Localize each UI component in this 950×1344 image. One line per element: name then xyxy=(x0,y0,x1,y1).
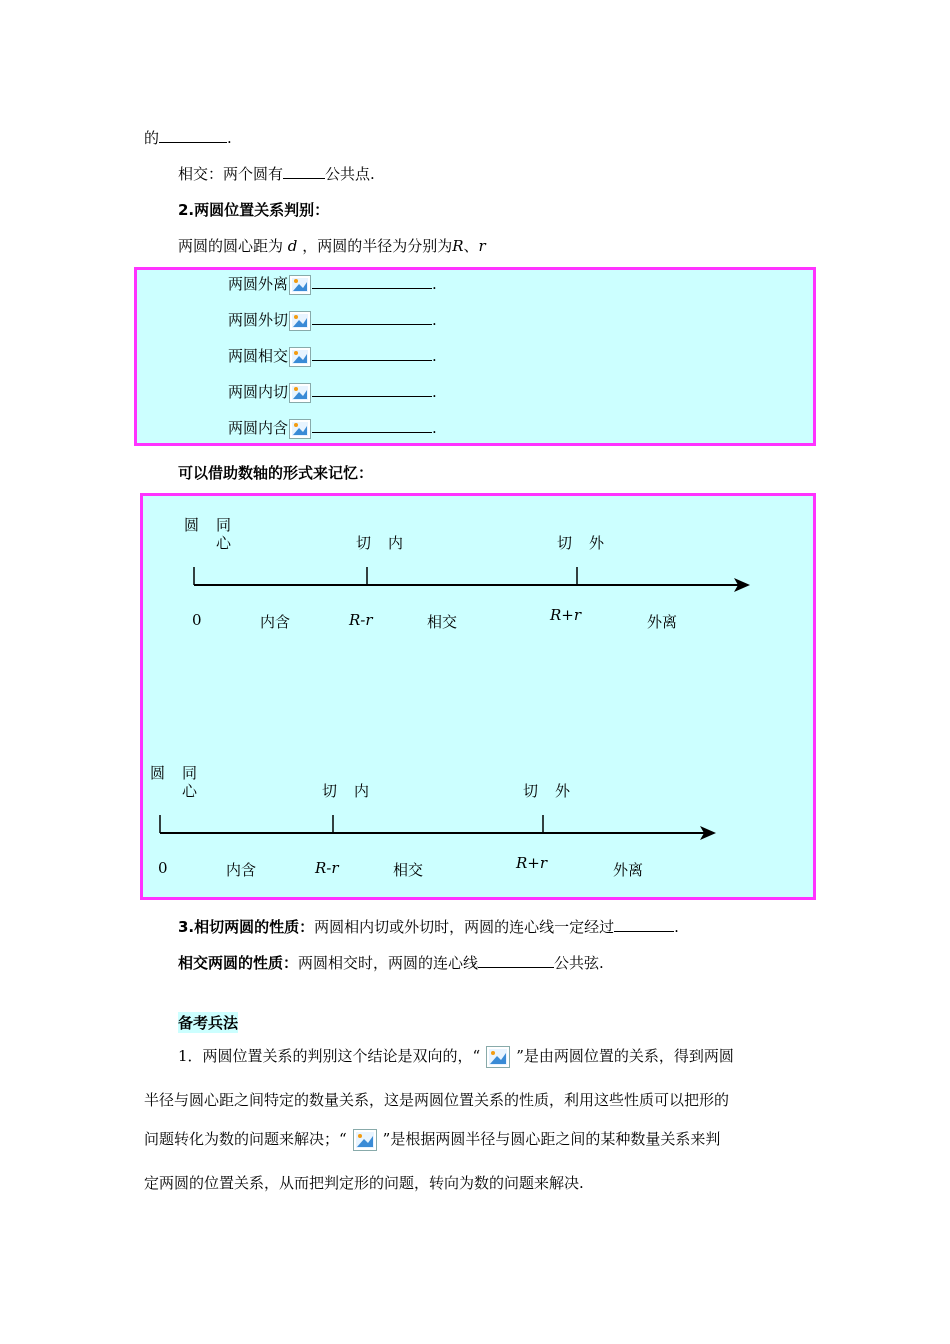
label-contain: 内含 xyxy=(226,861,257,879)
label-rplus: R+r xyxy=(550,606,582,624)
relation-row xyxy=(228,345,437,367)
var-R: R xyxy=(452,237,464,255)
heading-2: 2.两圆位置关系判别： xyxy=(178,201,330,219)
fill-blank[interactable] xyxy=(614,917,674,932)
relation-label: 两圆内含 xyxy=(228,419,289,437)
label-zero: 0 xyxy=(158,859,168,877)
fill-blank[interactable] xyxy=(312,382,432,397)
fill-blank[interactable] xyxy=(312,274,432,289)
text: . xyxy=(227,129,232,147)
number-axis-1 xyxy=(190,564,755,596)
text: ”是根据两圆半径与圆心距之间的某种数量关系来判 xyxy=(382,1130,721,1148)
relation-label: 两圆外离 xyxy=(228,275,289,293)
fill-blank[interactable] xyxy=(159,128,227,143)
label-concentric-c: 心 xyxy=(216,534,232,552)
image-placeholder-icon xyxy=(486,1046,510,1068)
text: 公共弦. xyxy=(554,954,604,972)
label-concentric-b: 同 xyxy=(216,516,232,534)
prop3-heading: 3.相切两圆的性质： xyxy=(178,918,315,936)
label-inner-b: 内 xyxy=(388,534,404,552)
text: . xyxy=(432,311,437,329)
text: ”是由两圆位置的关系，得到两圆 xyxy=(516,1047,734,1065)
section-title: 备考兵法 xyxy=(178,1014,239,1032)
label-contain: 内含 xyxy=(260,613,291,631)
label-outer-a: 切 xyxy=(523,782,539,800)
para-line-1 xyxy=(178,1045,734,1068)
image-placeholder-icon xyxy=(289,311,311,331)
prop-intersect-heading: 相交两圆的性质： xyxy=(178,954,299,972)
intersect-line xyxy=(178,163,375,184)
label-concentric-c: 心 xyxy=(182,782,198,800)
prop-intersect-line xyxy=(178,952,604,973)
text: . xyxy=(432,419,437,437)
numberline-caption: 可以借助数轴的形式来记忆： xyxy=(178,464,374,482)
label-concentric-a: 圆 xyxy=(184,516,200,534)
label-rminus: R-r xyxy=(349,611,373,629)
label-apart: 外离 xyxy=(613,861,644,879)
text: 两圆相内切或外切时，两圆的连心线一定经过 xyxy=(314,918,615,936)
relation-label: 两圆相交 xyxy=(228,347,289,365)
text: 1．两圆位置关系的判别这个结论是双向的，“ xyxy=(178,1047,481,1065)
fill-blank[interactable] xyxy=(312,310,432,325)
para-line-4: 定两圆的位置关系，从而把判定形的问题，转向为数的问题来解决. xyxy=(144,1174,584,1192)
label-concentric-b: 同 xyxy=(182,764,198,782)
relation-label: 两圆外切 xyxy=(228,311,289,329)
label-outer-a: 切 xyxy=(557,534,573,552)
image-placeholder-icon xyxy=(353,1129,377,1151)
text: 两圆的圆心距为 xyxy=(178,237,284,255)
text: 问题转化为数的问题来解决；“ xyxy=(144,1130,347,1148)
relation-row xyxy=(228,417,437,439)
text: . xyxy=(674,918,679,936)
label-intersect: 相交 xyxy=(427,613,458,631)
label-apart: 外离 xyxy=(647,613,678,631)
label-inner-a: 切 xyxy=(322,782,338,800)
relation-row xyxy=(228,381,437,403)
fill-blank[interactable] xyxy=(478,953,554,968)
text-line xyxy=(144,127,232,148)
text: 、 xyxy=(463,237,479,255)
text: 公共点. xyxy=(325,165,375,183)
para-line-3 xyxy=(144,1128,720,1151)
fill-blank[interactable] xyxy=(312,346,432,361)
para-line-2: 半径与圆心距之间特定的数量关系，这是两圆位置关系的性质，利用这些性质可以把形的 xyxy=(144,1091,730,1109)
text: . xyxy=(432,347,437,365)
text: 相交：两个圆有 xyxy=(178,165,284,183)
label-zero: 0 xyxy=(192,611,202,629)
image-placeholder-icon xyxy=(289,383,311,403)
number-axis-2 xyxy=(156,812,721,844)
fill-blank[interactable] xyxy=(283,164,325,179)
var-r: r xyxy=(478,237,486,255)
relation-label: 两圆内切 xyxy=(228,383,289,401)
label-concentric-a: 圆 xyxy=(150,764,166,782)
image-placeholder-icon xyxy=(289,419,311,439)
image-placeholder-icon xyxy=(289,275,311,295)
label-rplus: R+r xyxy=(516,854,548,872)
label-rminus: R-r xyxy=(315,859,339,877)
text: 的 xyxy=(144,129,160,147)
label-inner-a: 切 xyxy=(356,534,372,552)
fill-blank[interactable] xyxy=(312,418,432,433)
label-inner-b: 内 xyxy=(354,782,370,800)
relation-row xyxy=(228,273,437,295)
label-intersect: 相交 xyxy=(393,861,424,879)
label-outer-b: 外 xyxy=(555,782,571,800)
text: . xyxy=(432,275,437,293)
label-outer-b: 外 xyxy=(589,534,605,552)
prop3-line xyxy=(178,916,679,937)
relation-row xyxy=(228,309,437,331)
text: . xyxy=(432,383,437,401)
var-d: d xyxy=(287,237,298,255)
definitions-line xyxy=(178,235,486,256)
text: ，两圆的半径为分别为 xyxy=(302,237,453,255)
text: 两圆相交时，两圆的连心线 xyxy=(298,954,479,972)
image-placeholder-icon xyxy=(289,347,311,367)
